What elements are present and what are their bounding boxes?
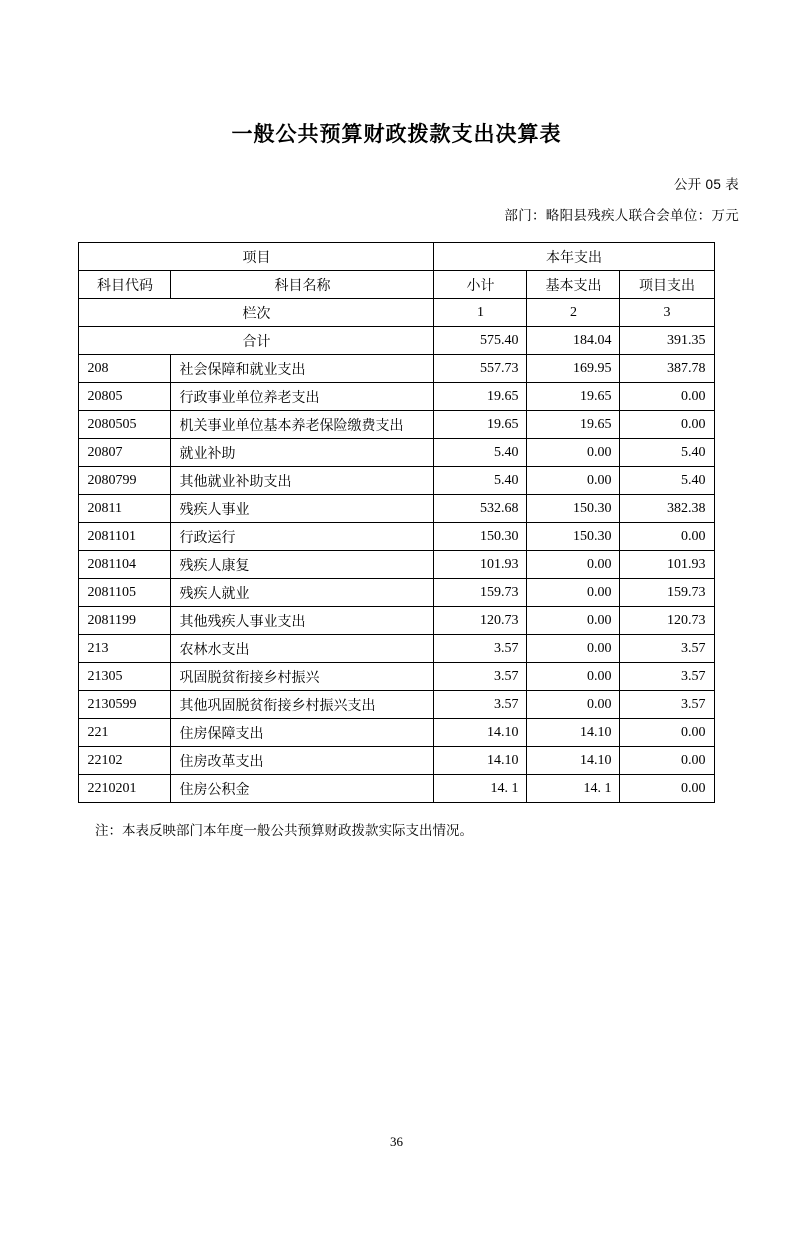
row-project: 387.78 [620, 355, 714, 383]
row-basic: 14. 1 [527, 775, 620, 803]
row-code: 20807 [79, 439, 171, 467]
department-unit-line: 部门：略阳县残疾人联合会单位：万元 [504, 208, 739, 224]
table-header-row [79, 271, 714, 299]
row-code: 221 [79, 719, 171, 747]
row-basic: 19.65 [527, 411, 620, 439]
row-name: 住房保障支出 [171, 719, 434, 747]
table-row [79, 439, 714, 467]
table-row [79, 383, 714, 411]
row-code: 2080505 [79, 411, 171, 439]
table-header-group-row [79, 243, 714, 271]
row-project: 0.00 [620, 383, 714, 411]
row-subtotal: 3.57 [434, 663, 527, 691]
row-basic: 0.00 [527, 663, 620, 691]
table-row [79, 523, 714, 551]
row-code: 2081105 [79, 579, 171, 607]
row-subtotal: 159.73 [434, 579, 527, 607]
total-subtotal: 575.40 [434, 327, 527, 355]
row-name: 行政事业单位养老支出 [171, 383, 434, 411]
row-code: 2081101 [79, 523, 171, 551]
budget-expenditure-table [78, 242, 714, 803]
header-subtotal: 小计 [434, 271, 527, 299]
row-subtotal: 557.73 [434, 355, 527, 383]
document-page [0, 122, 793, 1244]
row-basic: 0.00 [527, 691, 620, 719]
row-code: 20805 [79, 383, 171, 411]
row-basic: 0.00 [527, 579, 620, 607]
header-project-expenditure: 项目支出 [620, 271, 714, 299]
row-subtotal: 3.57 [434, 691, 527, 719]
row-subtotal: 3.57 [434, 635, 527, 663]
table-note: 注：本表反映部门本年度一般公共预算财政拨款实际支出情况。 [95, 823, 473, 839]
row-project: 382.38 [620, 495, 714, 523]
row-name: 其他残疾人事业支出 [171, 607, 434, 635]
header-basic-expenditure: 基本支出 [527, 271, 620, 299]
row-subtotal: 19.65 [434, 383, 527, 411]
row-name: 巩固脱贫衔接乡村振兴 [171, 663, 434, 691]
row-name: 住房公积金 [171, 775, 434, 803]
header-current-year-group: 本年支出 [434, 243, 714, 271]
row-basic: 0.00 [527, 439, 620, 467]
row-code: 2081104 [79, 551, 171, 579]
row-project: 5.40 [620, 467, 714, 495]
row-code: 2210201 [79, 775, 171, 803]
row-subtotal: 120.73 [434, 607, 527, 635]
table-row [79, 467, 714, 495]
row-basic: 0.00 [527, 635, 620, 663]
header-subject-code: 科目代码 [79, 271, 171, 299]
row-name: 社会保障和就业支出 [171, 355, 434, 383]
table-row [79, 747, 714, 775]
row-code: 22102 [79, 747, 171, 775]
row-subtotal: 5.40 [434, 467, 527, 495]
total-project: 391.35 [620, 327, 714, 355]
table-row [79, 691, 714, 719]
row-name: 残疾人康复 [171, 551, 434, 579]
row-subtotal: 5.40 [434, 439, 527, 467]
row-name: 残疾人就业 [171, 579, 434, 607]
table-row [79, 635, 714, 663]
row-project: 120.73 [620, 607, 714, 635]
row-basic: 169.95 [527, 355, 620, 383]
row-subtotal: 101.93 [434, 551, 527, 579]
row-basic: 0.00 [527, 467, 620, 495]
row-name: 农林水支出 [171, 635, 434, 663]
row-project: 3.57 [620, 663, 714, 691]
row-project: 3.57 [620, 635, 714, 663]
row-basic: 14.10 [527, 719, 620, 747]
row-project: 159.73 [620, 579, 714, 607]
table-row [79, 775, 714, 803]
table-row [79, 495, 714, 523]
row-name: 其他就业补助支出 [171, 467, 434, 495]
row-project: 101.93 [620, 551, 714, 579]
row-basic: 0.00 [527, 551, 620, 579]
table-row [79, 579, 714, 607]
row-code: 20811 [79, 495, 171, 523]
table-row [79, 411, 714, 439]
row-project: 0.00 [620, 523, 714, 551]
column-index-2: 2 [527, 299, 620, 327]
row-subtotal: 150.30 [434, 523, 527, 551]
row-code: 2130599 [79, 691, 171, 719]
row-basic: 0.00 [527, 607, 620, 635]
row-project: 0.00 [620, 411, 714, 439]
row-name: 机关事业单位基本养老保险缴费支出 [171, 411, 434, 439]
row-subtotal: 14.10 [434, 747, 527, 775]
column-index-3: 3 [620, 299, 714, 327]
table-row [79, 355, 714, 383]
table-row [79, 663, 714, 691]
page-title: 一般公共预算财政拨款支出决算表 [231, 123, 562, 146]
row-code: 21305 [79, 663, 171, 691]
row-subtotal: 14. 1 [434, 775, 527, 803]
header-project-group: 项目 [79, 243, 434, 271]
row-project: 5.40 [620, 439, 714, 467]
row-project: 0.00 [620, 719, 714, 747]
column-index-label: 栏次 [79, 299, 434, 327]
row-subtotal: 19.65 [434, 411, 527, 439]
form-number: 公开 05 表 [673, 177, 739, 193]
row-basic: 150.30 [527, 523, 620, 551]
row-project: 3.57 [620, 691, 714, 719]
row-code: 208 [79, 355, 171, 383]
row-code: 2081199 [79, 607, 171, 635]
row-name: 其他巩固脱贫衔接乡村振兴支出 [171, 691, 434, 719]
total-basic: 184.04 [527, 327, 620, 355]
row-name: 就业补助 [171, 439, 434, 467]
row-name: 残疾人事业 [171, 495, 434, 523]
table-total-row [79, 327, 714, 355]
row-basic: 19.65 [527, 383, 620, 411]
header-subject-name: 科目名称 [171, 271, 434, 299]
row-basic: 150.30 [527, 495, 620, 523]
table-column-index-row [79, 299, 714, 327]
row-subtotal: 14.10 [434, 719, 527, 747]
total-label: 合计 [79, 327, 434, 355]
row-code: 213 [79, 635, 171, 663]
row-basic: 14.10 [527, 747, 620, 775]
row-name: 住房改革支出 [171, 747, 434, 775]
row-project: 0.00 [620, 775, 714, 803]
row-name: 行政运行 [171, 523, 434, 551]
row-project: 0.00 [620, 747, 714, 775]
table-row [79, 607, 714, 635]
row-subtotal: 532.68 [434, 495, 527, 523]
page-number: 36 [390, 1134, 403, 1149]
table-row [79, 551, 714, 579]
table-row [79, 719, 714, 747]
row-code: 2080799 [79, 467, 171, 495]
column-index-1: 1 [434, 299, 527, 327]
